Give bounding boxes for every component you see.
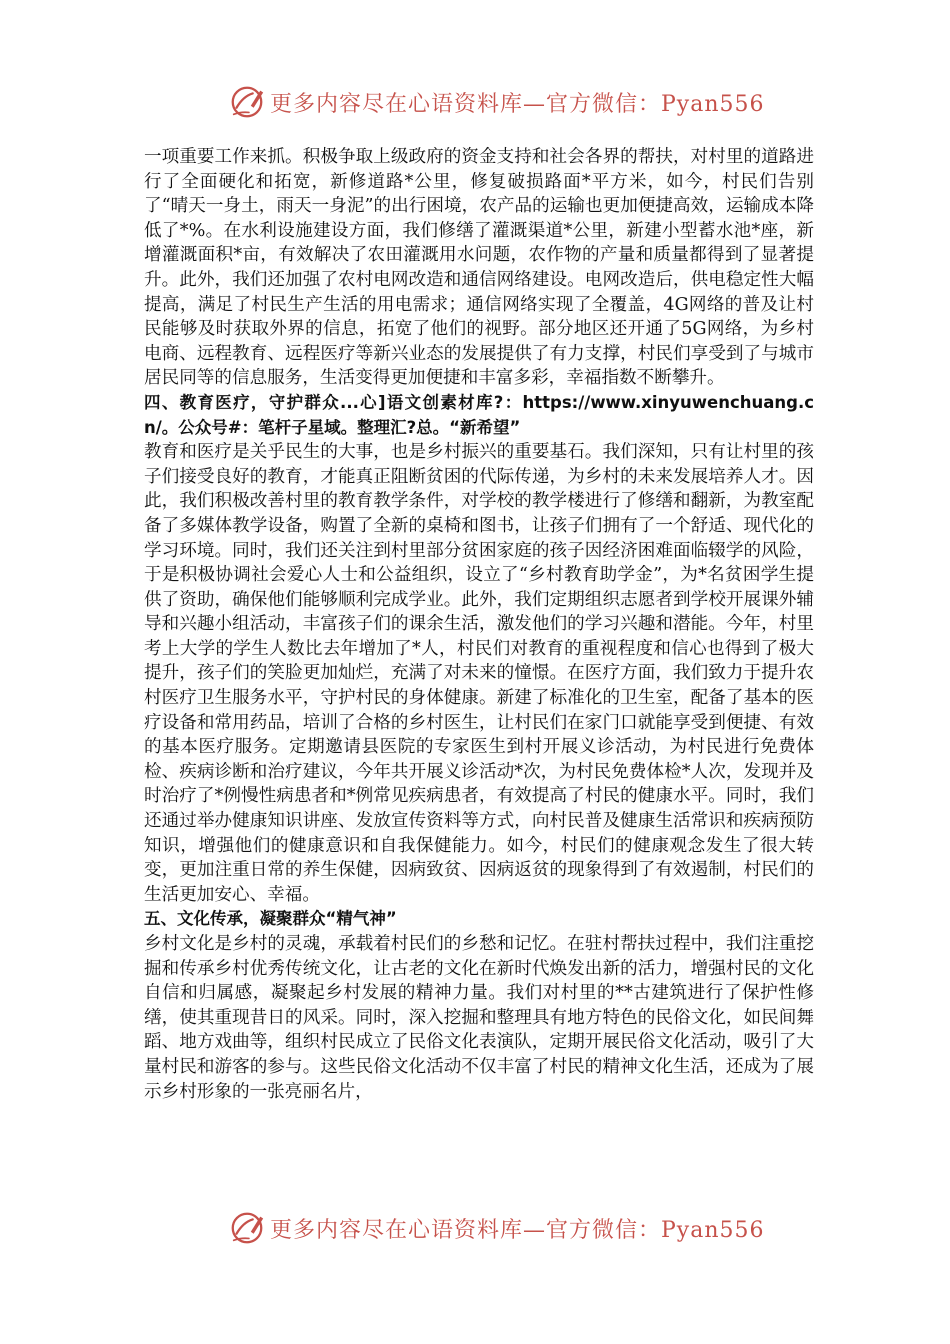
header-banner-text: 更多内容尽在心语资料库—官方微信：Pyan556 [270,91,765,117]
footer-banner-text: 更多内容尽在心语资料库—官方微信：Pyan556 [270,1217,765,1243]
pen-logo-icon [228,1209,266,1247]
paragraph-culture: 乡村文化是乡村的灵魂，承载着村民们的乡愁和记忆。在驻村帮扶过程中，我们注重挖掘和传承乡村优秀传统文化，让古老的文化在新时代焕发出新的活力，增强村民的文化自信和归属感，凝聚起乡村发展的精神力量。我们对村里的**古建筑进行了保护性修缮，使其重现昔日的风采。同时，深入挖掘和整理具有地方特色的民俗文化，如民间舞蹈、地方戏曲等，组织村民成立了民俗文化表演队，定期开展民俗文化活动，吸引了大量村民和游客的参与。这些民俗文化活动不仅丰富了村民的精神文化生活，还成为了展示乡村形象的一张亮丽名片， [144,934,814,1102]
header-banner [228,82,765,122]
paragraph-education-medical: 教育和医疗是关乎民生的大事，也是乡村振兴的重要基石。我们深知，只有让村里的孩子们接受良好的教育，才能真正阻断贫困的代际传递，为乡村的未来发展培养人才。因此，我们积极改善村里的教育教学条件，对学校的教学楼进行了修缮和翻新，为教室配备了多媒体教学设备，购置了全新的桌椅和图书，让孩子们拥有了一个舒适、现代化的学习环境。同时，我们还关注到村里部分贫困家庭的孩子因经济困难面临辍学的风险，于是积极协调社会爱心人士和公益组织，设立了“乡村教育助学金”，为*名贫困学生提供了资助，确保他们能够顺利完成学业。此外，我们定期组织志愿者到学校开展课外辅导和兴趣小组活动，丰富孩子们的课余生活，激发他们的学习兴趣和潜能。今年，村里考上大学的学生人数比去年增加了*人，村民们对教育的重视程度和信心也得到了极大提升，孩子们的笑脸更加灿烂，充满了对未来的憧憬。在医疗方面，我们致力于提升农村医疗卫生服务水平，守护村民的身体健康。新建了标准化的卫生室，配备了基本的医疗设备和常用药品，培训了合格的乡村医生，让村民们在家门口就能享受到便捷、有效的基本医疗服务。定期邀请县医院的专家医生到村开展义诊活动，为村民进行免费体检、疾病诊断和治疗建议，今年共开展义诊活动*次，为村民免费体检*人次，发现并及时治疗了*例慢性病患者和*例常见疾病患者，有效提高了村民的健康水平。同时，我们还通过举办健康知识讲座、发放宣传资料等方式，向村民普及健康生活常识和疾病预防知识，增强他们的健康意识和自我保健能力。如今，村民们的健康观念发生了很大转变，更加注重日常的养生保健，因病致贫、因病返贫的现象得到了有效遏制，村民们的生活更加安心、幸福。 [144,442,814,905]
paragraph-infrastructure: 一项重要工作来抓。积极争取上级政府的资金支持和社会各界的帮扶，对村里的道路进行了全面硬化和拓宽，新修道路*公里，修复破损路面*平方米，如今，村民们告别了“晴天一身土，雨天一身泥”的出行困境，农产品的运输也更加便捷高效，运输成本降低了*%。在水利设施建设方面，我们修缮了灌溉渠道*公里，新建小型蓄水池*座，新增灌溉面积*亩，有效解决了农田灌溉用水问题，农作物的产量和质量都得到了显著提升。此外，我们还加强了农村电网改造和通信网络建设。电网改造后，供电稳定性大幅提高，满足了村民生产生活的用电需求；通信网络实现了全覆盖，4G网络的普及让村民能够及时获取外界的信息，拓宽了他们的视野。部分地区还开通了5G网络，为乡村电商、远程教育、远程医疗等新兴业态的发展提供了有力支撑，村民们享受到了与城市居民同等的信息服务，生活变得更加便捷和丰富多彩，幸福指数不断攀升。 [144,147,814,389]
section-heading-4: 四、教育医疗，守护群众...心]语文创素材库?：https://www.xinyuwenchuang.cn/。公众号#：笔杆子星域。整理汇?总。“新希望” [144,392,814,437]
document-body [144,145,814,1104]
footer-banner [228,1208,765,1248]
pen-logo-icon [228,83,266,121]
section-heading-5: 五、文化传承，凝聚群众“精气神” [144,909,397,929]
